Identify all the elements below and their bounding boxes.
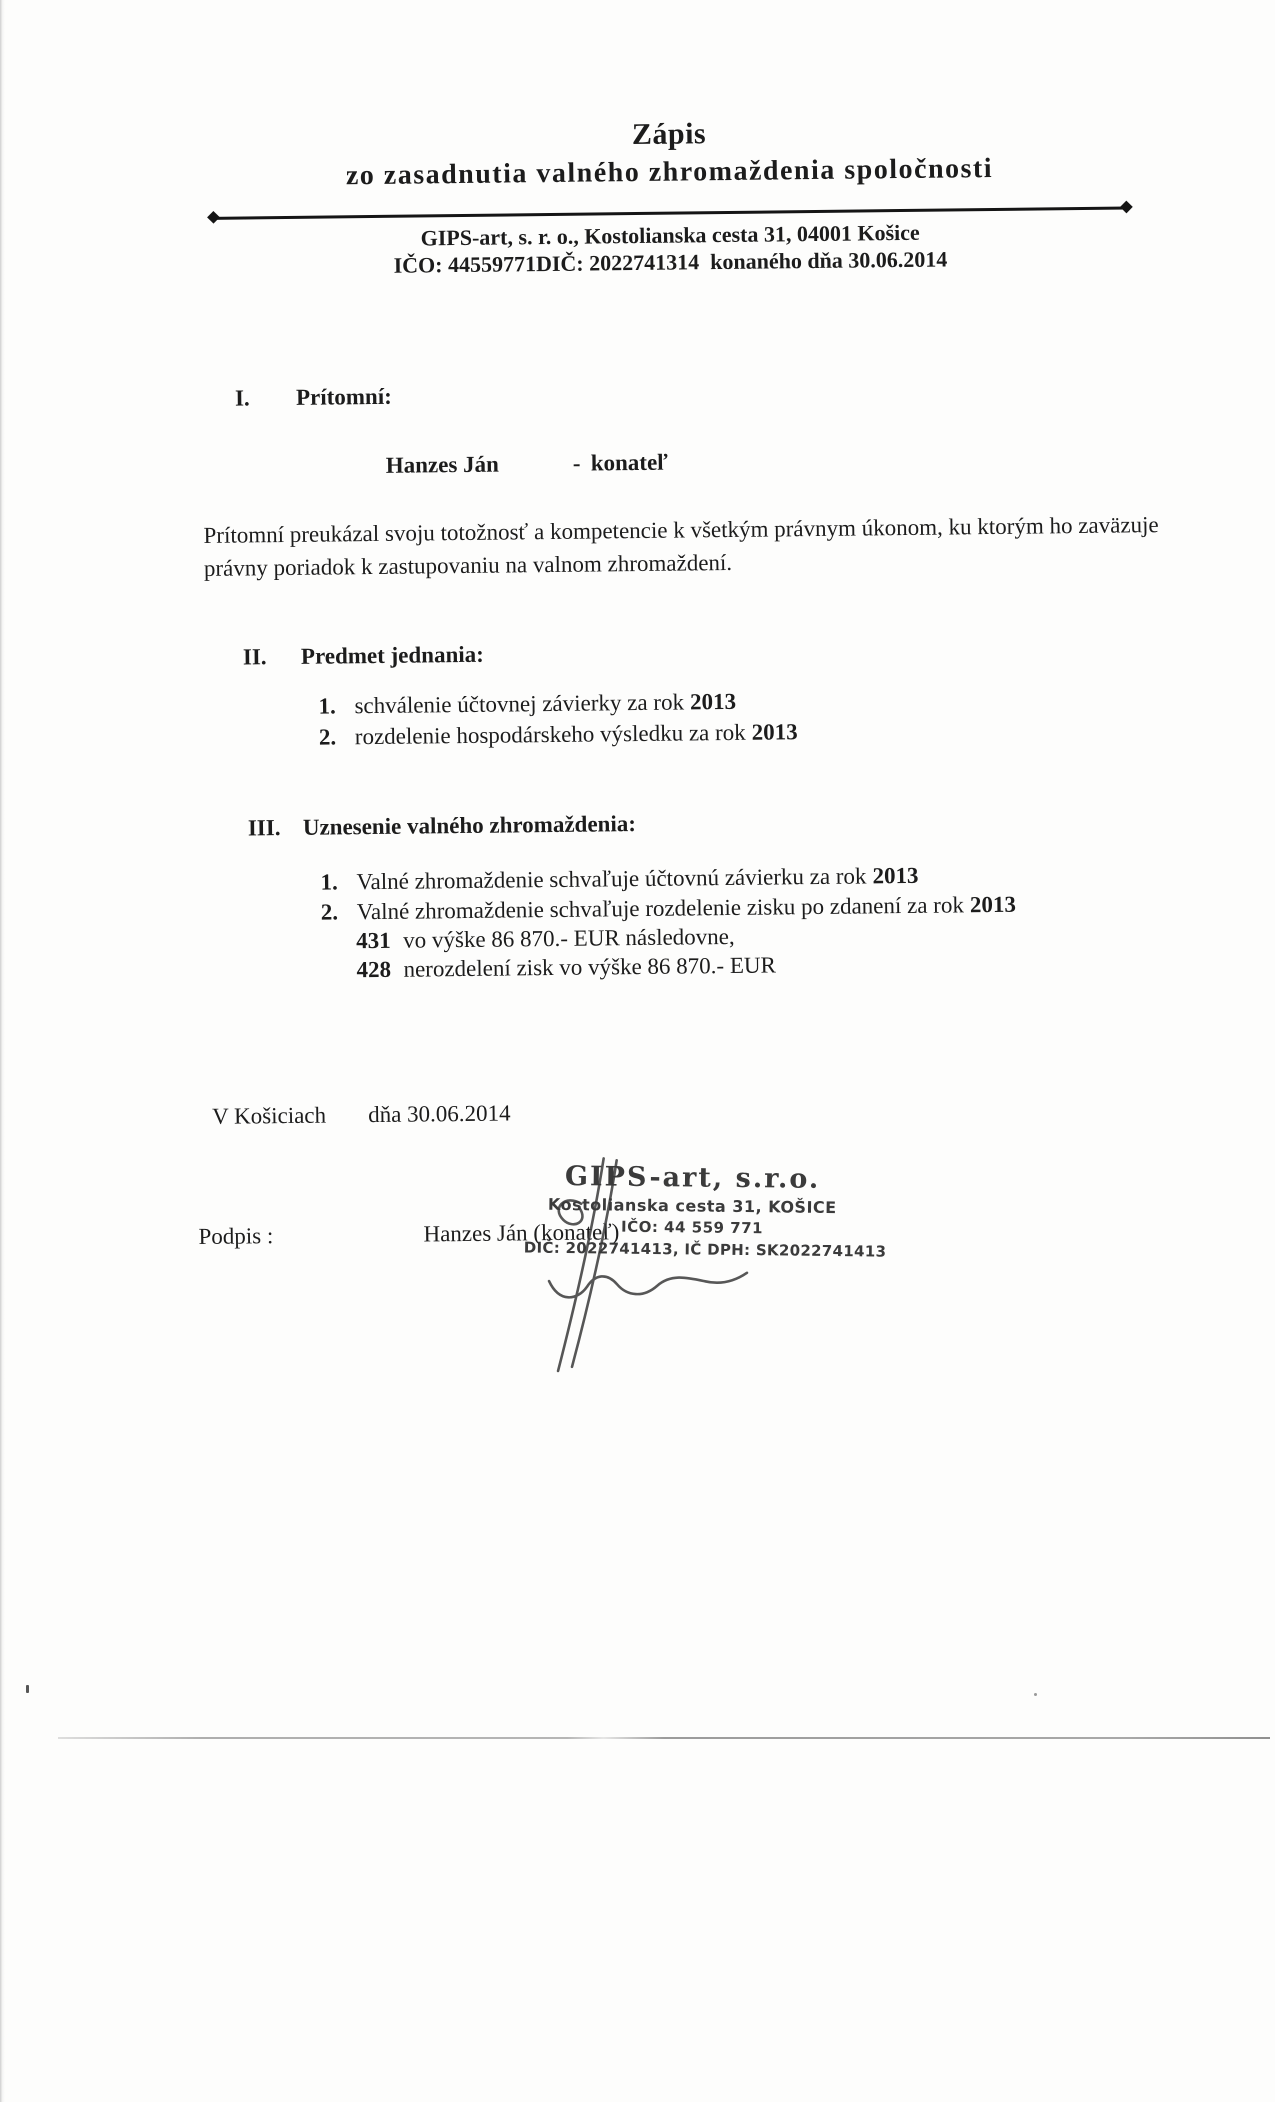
stamp-tax-ids: DIČ: 2022741413, IČ DPH: SK2022741413: [523, 1238, 887, 1261]
section-numeral: III.: [247, 815, 281, 841]
section-heading-label: Uznesenie valného zhromaždenia:: [302, 811, 637, 840]
item-number: 1.: [320, 869, 338, 895]
company-registration-line: IČO: 44559771DIČ: 2022741314 konaného dňa 30.06.2014: [393, 246, 948, 278]
item-year: 2013: [689, 688, 737, 715]
document-subtitle: zo zasadnutia valného zhromaždenia spoločnosti: [345, 152, 994, 192]
section-present-heading: [235, 384, 392, 412]
item-year: 2013: [872, 862, 919, 889]
bottom-scan-line: [58, 1737, 1270, 1739]
item-text: Valné zhromaždenie schvaľuje účtovnú závierku za rok: [356, 863, 867, 895]
handwritten-signature: [486, 1147, 769, 1390]
item-text: rozdelenie hospodárskeho výsledku za rok: [354, 719, 746, 750]
section-numeral: II.: [242, 644, 267, 670]
header-rule: [213, 206, 1127, 219]
document-title: Zápis: [631, 117, 707, 152]
subline-text: vo výške 86 870.- EUR následovne,: [403, 923, 735, 953]
signatory-name: Hanzes Ján (konateľ): [423, 1219, 620, 1247]
item-text: schválenie účtovnej závierky za rok: [354, 689, 685, 719]
section-heading-label: Prítomní:: [295, 383, 392, 410]
scan-speck: [1034, 1693, 1037, 1696]
resolution-subline-431: [356, 924, 735, 954]
section-agenda-heading: [243, 642, 484, 671]
diamond-left-icon: [207, 211, 220, 224]
item-number: 2.: [318, 724, 337, 750]
subline-text: nerozdelení zisk vo výške 86 870.- EUR: [403, 952, 777, 982]
attendee-separator: -: [572, 450, 581, 476]
item-number: 1.: [318, 693, 336, 719]
diamond-right-icon: [1120, 201, 1133, 214]
account-number: 431: [356, 927, 391, 954]
section-numeral: I.: [234, 385, 250, 411]
scan-speck: [26, 1685, 29, 1693]
attendee-name: Hanzes Ján: [385, 451, 500, 478]
resolution-item-2: [321, 892, 1016, 926]
signature-row: [198, 1219, 620, 1250]
item-number: 2.: [320, 899, 339, 925]
closing-place: V Košiciach: [212, 1102, 327, 1129]
attendee-role: konateľ: [590, 449, 669, 476]
agenda-item-2: [319, 719, 798, 750]
item-year: 2013: [969, 891, 1017, 918]
attendee-row: [385, 449, 669, 479]
resolution-item-1: [320, 863, 918, 896]
stamp-address: Kostolianska cesta 31, KOŠICE: [547, 1194, 837, 1218]
intro-paragraph: Prítomní preukázal svoju totožnosť a kompetencie k všetkým právnym úkonom, ku ktorým ho zaväzuje právny poriadok k zastupovaniu na valnom zhromaždení.: [203, 512, 1159, 581]
stamp-company-name: GIPS-art, s.r.o.: [564, 1160, 821, 1195]
stamp-ico: IČO: 44 559 771: [620, 1217, 764, 1238]
account-number: 428: [356, 956, 392, 983]
section-resolution-heading: [248, 811, 636, 841]
closing-row: [212, 1100, 511, 1130]
signature-label: Podpis :: [198, 1223, 274, 1250]
closing-date: dňa 30.06.2014: [367, 1100, 511, 1128]
resolution-subline-428: [356, 952, 776, 983]
company-address-line: GIPS-art, s. r. o., Kostolianska cesta 31, 04001 Košice: [420, 219, 920, 251]
item-text: Valné zhromaždenie schvaľuje rozdelenie zisku po zdanení za rok: [356, 892, 965, 925]
section-heading-label: Predmet jednania:: [300, 641, 484, 669]
agenda-item-1: [318, 689, 736, 720]
item-year: 2013: [751, 719, 798, 745]
